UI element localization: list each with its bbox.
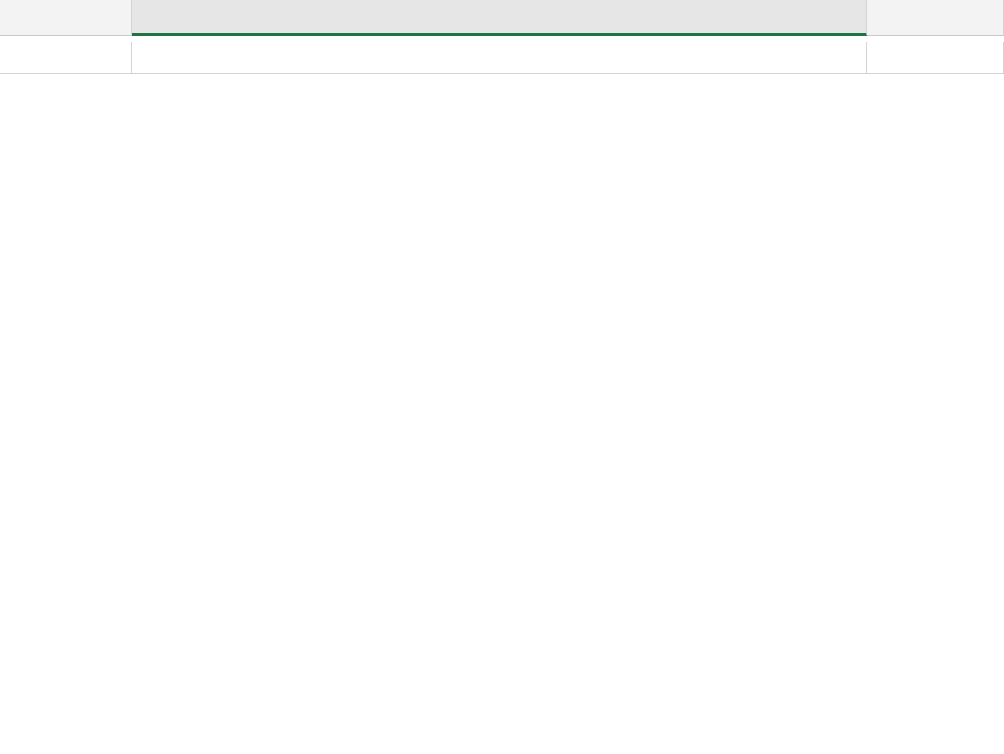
header-cell-result[interactable]	[867, 42, 1004, 74]
header-cell-message[interactable]	[132, 42, 867, 74]
header-row	[0, 42, 1004, 74]
header-cell-id[interactable]	[0, 42, 132, 74]
column-header-a[interactable]	[0, 0, 132, 36]
column-header-c[interactable]	[867, 0, 1004, 36]
column-header-b[interactable]	[132, 0, 867, 36]
